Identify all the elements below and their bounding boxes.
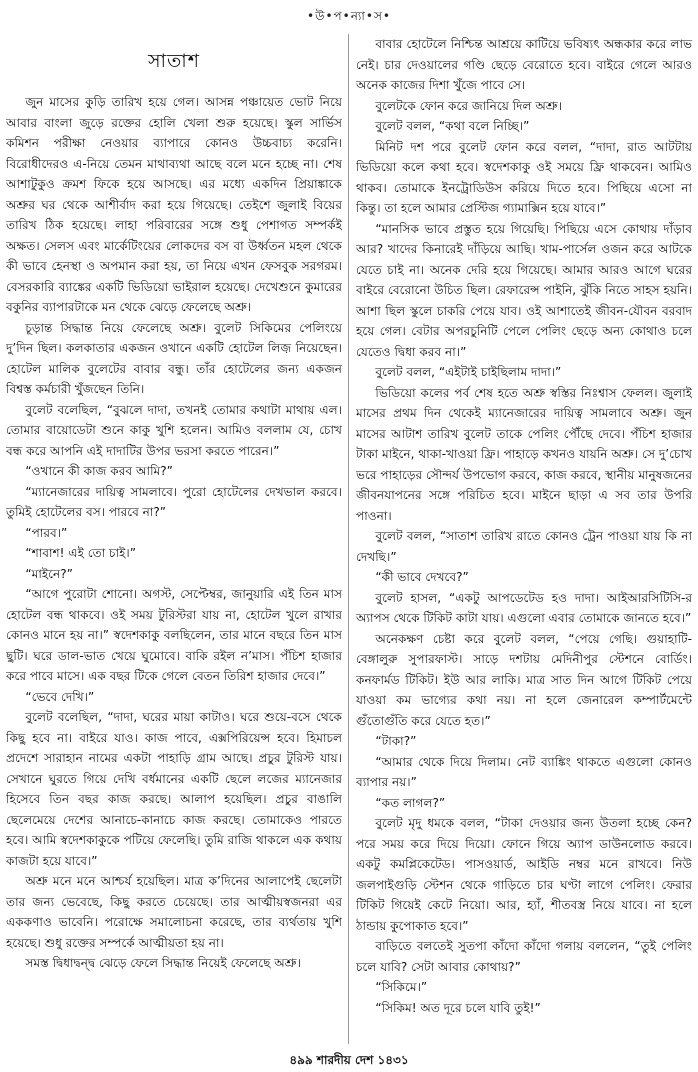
right-column [356, 34, 692, 1046]
paragraph: বুলেট বলল, “সাতাশ তারিখ রাতে কোনও ট্রেন পাওয়া যায় কি না দেখছি।” [356, 529, 692, 564]
paragraph: বুলেটকে ফোন করে জানিয়ে দিল অশ্রু। [375, 98, 563, 113]
paragraph: “সিকিম! অত দূরে চলে যাবি তুই!” [375, 1000, 541, 1015]
page-footer: ৪৯৯ শারদীয় দেশ ১৪৩১ [289, 1053, 409, 1067]
paragraph: চূড়ান্ত সিদ্ধান্ত নিয়ে ফেলেছে অশ্রু। বুলেট সিকিমের পেলিংয়ে দু’দিন ছিল। কলকাতার একজন ওখানে একটি হোটেল লিজ় নিয়েছেন। হোটেল মালিক বুলেটের বাবার বন্ধু। তাঁর হোটেলের জন্য একজন বিশ্বস্ত কর্মচারী খুঁজছেন তিনি। [6, 320, 342, 396]
paragraph: বাবার হোটেলে নিশ্চিন্ত আশ্রয়ে কাটিয়ে ভবিষ্যৎ অন্ধকার করে লাভ নেই। চার দেওয়ালের গণ্ডি ছেড়ে বেরোতে হবে। বাইরে গেলে আরও অনেক কাজের দিশা খুঁজে পাবে সে। [356, 37, 692, 92]
paragraph: বুলেট হাসল, “একটু আপডেটেড হও দাদা। আইআরসিটিসি-র অ্যাপস থেকে টিকিট কাটা যায়। এগুলো এবার তোমাকে জানতে হবে।” [356, 590, 692, 625]
paragraph: সমস্ত দ্বিধাদ্বন্দ্ব ঝেড়ে ফেলে সিদ্ধান্ত নিয়েই ফেলেছে অশ্রু। [25, 956, 301, 970]
paragraph: অশ্রু মনে মনে আশ্চর্য হয়েছিল। মাত্র ক’দিনের আলাপেই ছেলেটা তার জন্য ভেবেছে, কিছু করতে চেয়েছে। তার আত্মীয়স্বজনরা এর এককণাও ভাবেনি। পরোক্ষে সমালোচনা করেছে, তার ব্যর্থতায় খুশি হয়েছে। শুধু রক্তের সম্পর্কে আত্মীয়তা হয় না। [6, 874, 342, 950]
paragraph: বুলেট বলেছিল, “দাদা, ঘরের মায়া কাটাও। ঘরে শুয়ে-বসে থেকে কিছু হবে না। বাইরে যাও। কাজ পাবে, এক্সপিরিয়েন্স হবে। হিমাচল প্রদেশে সারাহান নামের একটা পাহাড়ি গ্রাম আছে। প্রচুর টুরিস্ট যায়। সেখানে ঘুরতে গিয়ে দেখি বর্ধমানের একটি ছেলে লজের ম্যানেজার হিসেবে তিন বছর কাজ করছে। আলাপ হয়েছিল। প্রচুর বাঙালি ছেলেমেয়ে দেশের আনাচে-কানাচে কাজ করছে। তোমাকেও পারতে হবে। আমি স্বদেশকাকুকে পটিয়ে ফেলেছি। তুমি রাজি থাকলে এক কথায় কাজটা হয়ে যাবে।” [6, 710, 342, 868]
section-header: •উ•প•ন্যা•স• [307, 9, 391, 23]
paragraph: বাড়িতে বলতেই সুতপা কাঁদো কাঁদো গলায় বললেন, “তুই পেলিং চলে যাবি? সেটা আবার কোথায়?” [356, 939, 692, 974]
paragraph: “শাবাশ! এই তো চাই।” [25, 546, 136, 560]
paragraph: “আগে পুরোটা শোনো। অগস্ট, সেপ্টেম্বর, জানুয়ারি এই তিন মাস হোটেল বন্ধ থাকবে। ওই সময় টুরিস্টরা যায় না, হোটেল খুলে রাখার কোনও মানে হয় না।” স্বদেশকাকু বলছিলেন, তার মানে বছরে তিন মাস ছুটি। ঘরে ডাল-ভাত খেয়ে ঘুমোবে। বাকি রইল ন’মাস। পঁচিশ হাজার করে পাবে মাসে। এক বছর টিকে গেলে বেতন তিরিশ হাজার দেবে।” [6, 587, 342, 683]
paragraph: “ওখানে কী কাজ করব আমি?” [25, 464, 173, 478]
paragraph: “পারব।” [25, 525, 68, 540]
paragraph: মিনিট দশ পরে বুলেট ফোন করে বলল, “দাদা, রাত আটটায় ভিডিয়ো কলে কথা হবে। স্বদেশকাকু ওই সময়ে ফ্রি থাকবেন। আমিও থাকব। তোমাকে ইনট্রোডিউস করিয়ে দিতে হবে। পিছিয়ে এসো না কিন্তু। তা হলে আমার প্রেস্টিজ গ্যামাক্সিন হয়ে যাবে।” [356, 139, 692, 215]
paragraph: বুলেট বলেছিল, “বুঝলে দাদা, তখনই তোমার কথাটা মাথায় এল। তোমার বায়োডেটা শুনে কাকু খুশি হলেন। আমিও বললাম যে, চোখ বন্ধ করে আপনি এই দাদাটির উপর ভরসা করতে পারেন।” [6, 402, 342, 458]
paragraph: “কত লাগল?” [375, 795, 446, 810]
paragraph: বুলেট বলল, “এইটাই চাইছিলাম দাদা।” [375, 365, 562, 379]
paragraph: “ভেবে দেখি।” [25, 689, 95, 704]
left-column [6, 34, 342, 1046]
paragraph: ভিডিয়ো কলের পর্ব শেষ হতে অশ্রু স্বস্তির নিঃশ্বাস ফেলল। জুলাই মাসের প্রথম দিন থেকেই ম্যানেজারের দায়িত্ব সামলাবে অশ্রু। জুন মাসের আটাশ তারিখ বুলেট তাকে পেলিং পৌঁছে দেবে। পঁচিশ হাজার টাকা মাইনে, থাকা-খাওয়া ফ্রি। পাহাড়ে কখনও যায়নি অশ্রু। সে দু’চোখ ভরে পাহাড়ের সৌন্দর্য উপভোগ করবে, কাজ করবে, স্থানীয় মানুষজনের জীবনযাপনের সঙ্গে পরিচিত হবে। মাইনে ছাড়া এ সব তার উপরি পাওনা। [356, 385, 692, 523]
paragraph: “সিকিমে।” [375, 980, 428, 994]
paragraph: অনেকক্ষণ চেষ্টা করে বুলেট বলল, “পেয়ে গেছি। গুয়াহাটি-বেঙ্গালুরু সুপারফাস্ট। সাড়ে দশটায় মেদিনীপুর স্টেশনে বোর্ডিং। কনফার্মড টিকিট। ইউ আর লাকি। মাত্র সাত দিন আগে টিকিট পেয়ে যাওয়া কম ভাগ্যের কথা নয়। না হলে জেনারেল কম্পার্টমেন্টে গুঁতোগুঁতি করে যেতে হত।” [356, 631, 692, 728]
paragraph: “মাইনে?” [25, 566, 73, 581]
paragraph: বুলেট বলল, “কথা বলে নিচ্ছি।” [375, 119, 530, 133]
paragraph: “মানসিক ভাবে প্রস্তুত হয়ে গিয়েছি। পিছিয়ে এসে কোথায় দাঁড়াব আর? খাদের কিনারেই দাঁড়িয়ে আছি। খাম-পার্সেল ওজন করে আটকে যেতে চাই না। অনেক দেরি হয়ে গিয়েছে। আমার আরও আগে ঘরের বাইরে বেরোনো উচিত ছিল। রেফারেন্স পাইনি, ঝুঁকি নিতে সাহস হয়নি। আশা ছিল স্কুলে চাকরি পেয়ে যাব। ওই আশাতেই জীবন-যৌবন বরবাদ হয়ে গেল। বেটার অপরচুনিটি পেলে পেলিং ছেড়ে অন্য কোথাও চলে যেতেও দ্বিধা করব না।” [356, 221, 692, 359]
paragraph: “কী ভাবে দেখবে?” [375, 570, 469, 584]
paragraph: “আমার থেকে দিয়ে দিলাম। নেট ব্যাঙ্কিং থাকতে এগুলো কোনও ব্যাপার নয়।” [356, 754, 692, 789]
paragraph: জুন মাসের কুড়ি তারিখ হয়ে গেল। আসন্ন পঞ্চায়েত ভোট নিয়ে আবার বাংলা জুড়ে রক্তের হোলি খেলা শুরু হয়েছে। স্কুল সার্ভিস কমিশন পরীক্ষা নেওয়ার ব্যাপারে কোনও উচ্চবাচ্য করেনি। বিরোধীদেরও এ-নিয়ে তেমন মাথাব্যথা আছে বলে মনে হচ্ছে না। শেষ আশাটুকুও ক্রমশ ফিকে হয়ে আসছে। এর মধ্যে একদিন প্রিয়াঙ্কাকে অশ্রুর ঘর থেকে আশীর্বাদ করা হয়ে গিয়েছে। তেইশে জুলাই বিয়ের তারিখ ঠিক হয়েছে। লাহা পরিবারের সঙ্গে শুধু পেশাগত সম্পর্কই অক্ষত। সেলস এবং মার্কেটিংয়ের লোকদের বস বা উর্ধ্বতন মহল থেকে কী ভাবে হেনস্থা ও অপমান করা হয়, তা নিয়ে এখন ফেসবুক সরগরম। বেসরকারি ব্যাঙ্কের একটি ভিডিয়ো ভাইরাল হয়েছে। দেখেশুনে কুমারের বকুনির ব্যাপারটাকে মন থেকে ঝেড়ে ফেলেছে অশ্রু। [6, 95, 342, 314]
chapter-title: সাতাশ [147, 50, 201, 72]
column-divider [348, 34, 349, 1044]
paragraph: “টাকা?” [375, 734, 417, 748]
paragraph: বুলেট মৃদু ধমকে বলল, “টাকা দেওয়ার জন্য উতলা হচ্ছে কেন? পরে সময় করে দিয়ে দিয়ো। ফোনে গিয়ে অ্যাপ ডাউনলোড করবে। একটু কমপ্লিকেটেড। পাসওয়ার্ড, আইডি নম্বর মনে রাখবে। নিউ জলপাইগুড়ি স্টেশন থেকে গাড়িতে চার ঘণ্টা লাগে পেলিং। ফেরার টিকিট গিয়েই কেটে নিয়ো। আর, হ্যাঁ, শীতবস্ত্র নিয়ে যাবে। না হলে ঠান্ডায় কুপোকাত হবে।” [356, 816, 692, 933]
paragraph: “ম্যানেজারের দায়িত্ব সামলাবে। পুরো হোটেলের দেখভাল করবে। তুমিই হোটেলের বস। পারবে না?” [6, 484, 342, 519]
